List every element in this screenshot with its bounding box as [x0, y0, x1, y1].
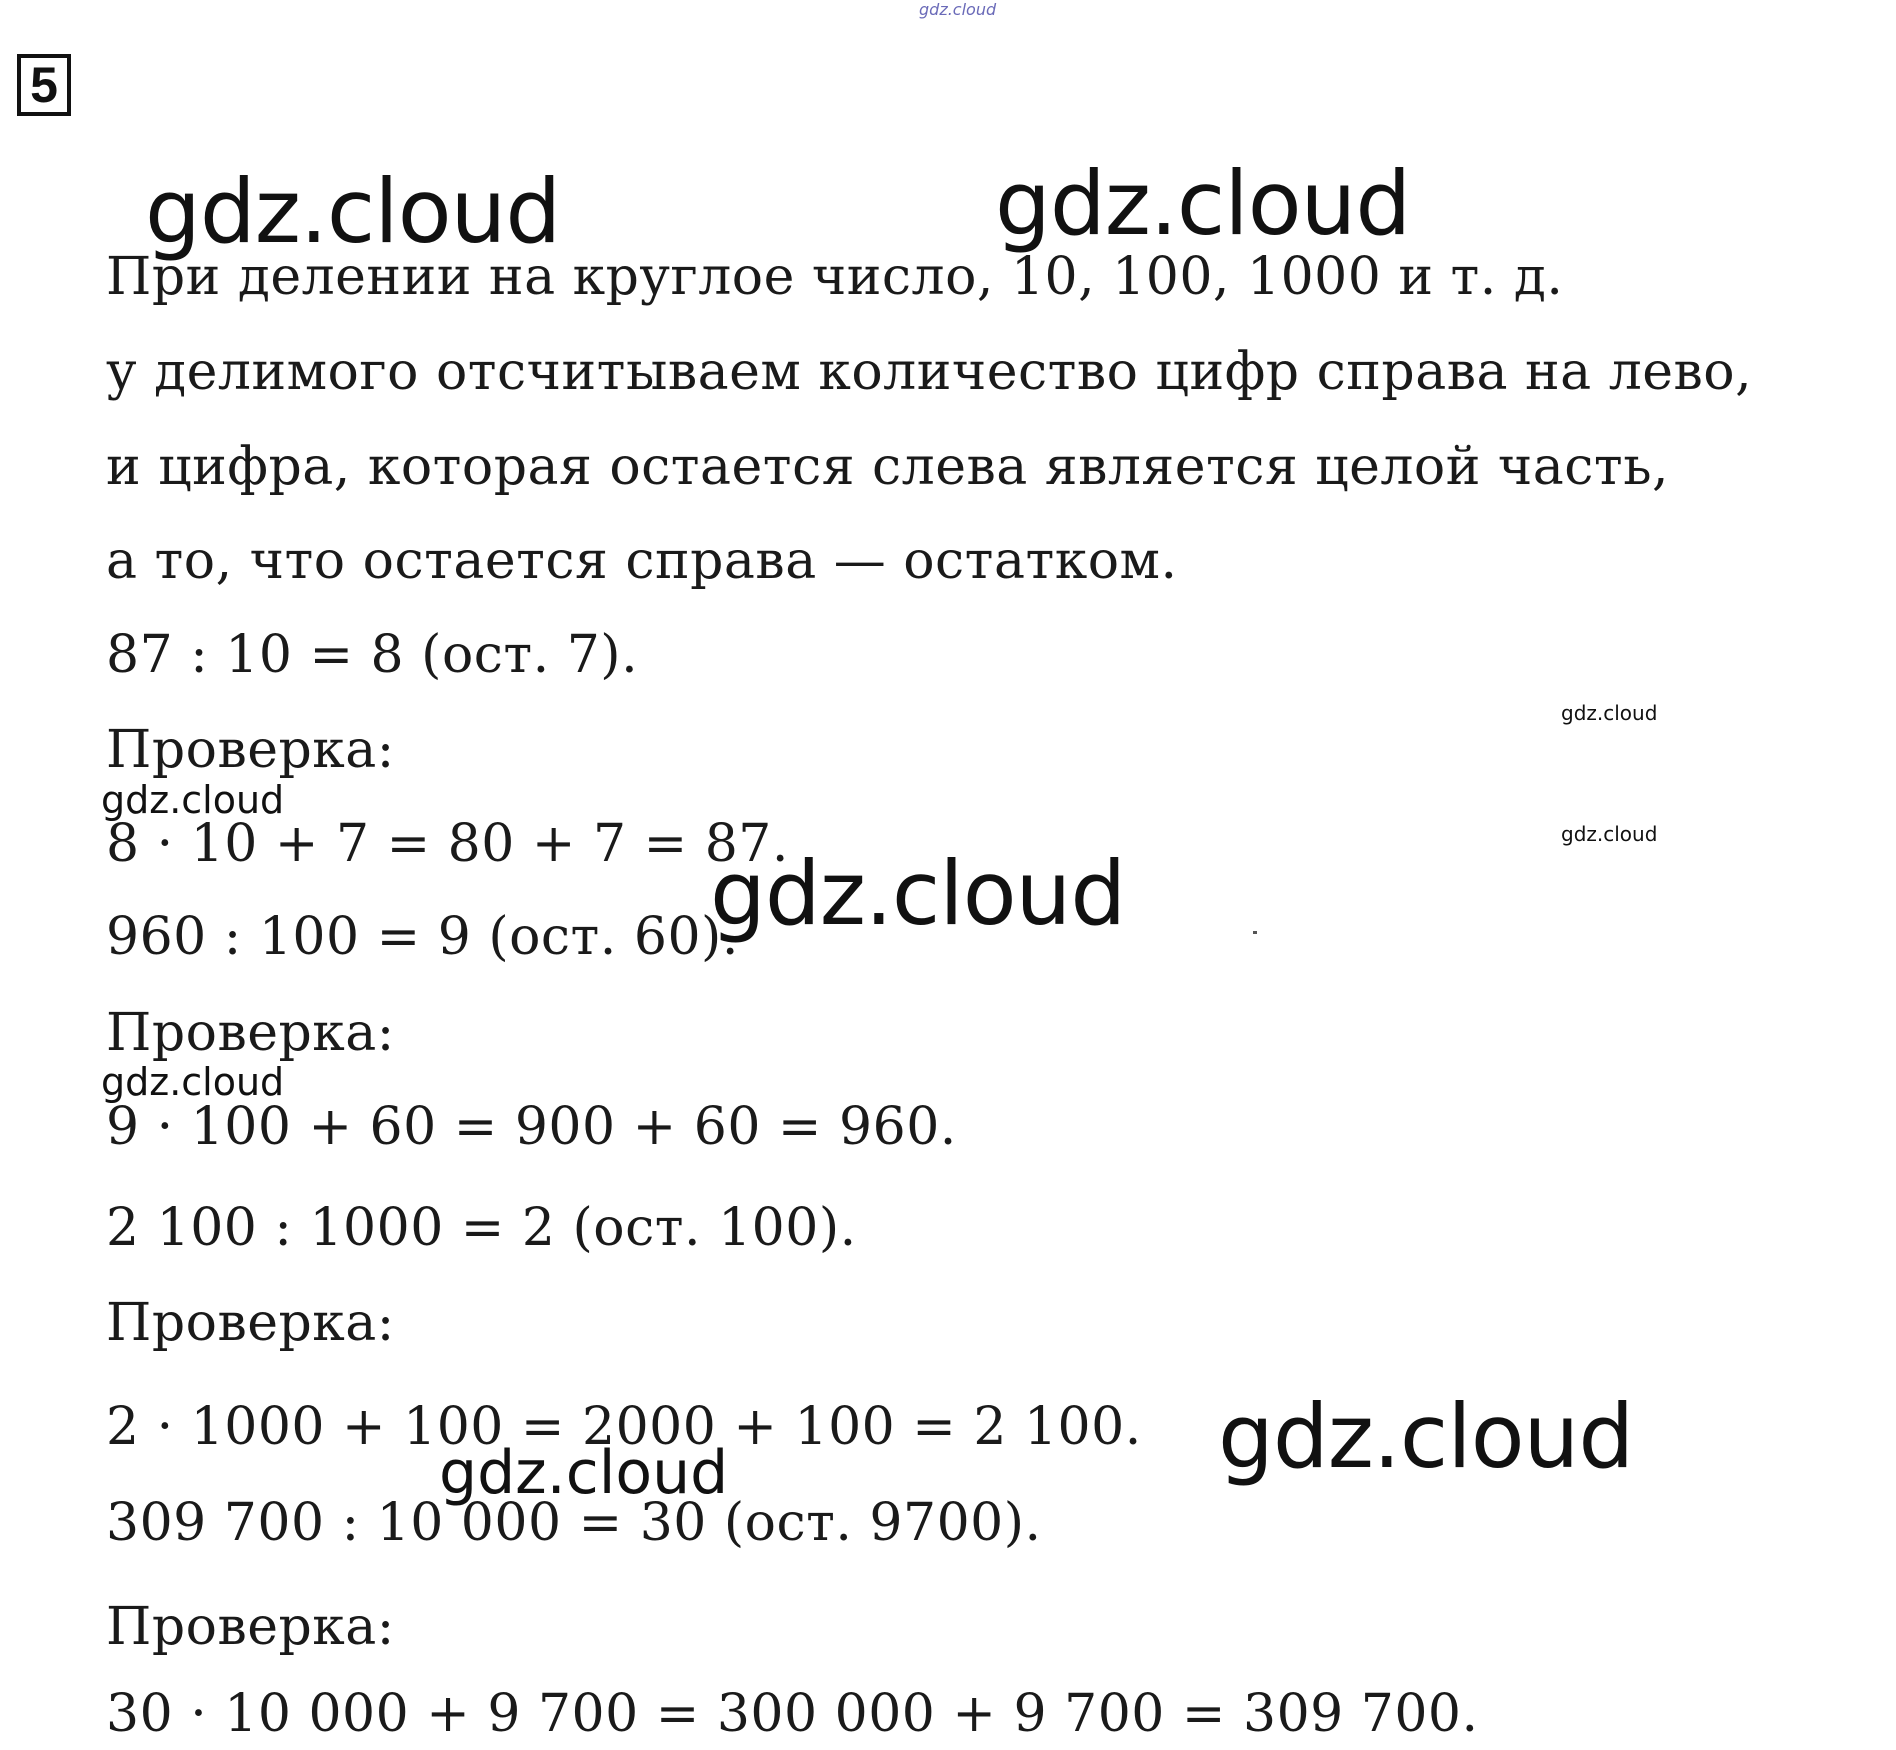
example-3-division: 2 100 : 1000 = 2 (ост. 100). — [106, 1198, 857, 1258]
example-3-check-label: Проверка: — [106, 1293, 395, 1353]
watermark-medium-1: gdz.cloud — [101, 778, 285, 822]
example-1-check-label: Проверка: — [106, 720, 395, 780]
watermark-small-2: gdz.cloud — [1561, 822, 1658, 846]
example-2-check-label: Проверка: — [106, 1003, 395, 1063]
watermark-large-4: gdz.cloud — [1218, 1385, 1634, 1488]
example-4-division: 309 700 : 10 000 = 30 (ост. 9700). — [106, 1493, 1042, 1553]
task-number-box: 5 — [17, 54, 71, 116]
watermark-top-tiny: gdz.cloud — [919, 0, 997, 19]
example-1-check: 8 · 10 + 7 = 80 + 7 = 87. — [106, 814, 789, 874]
intro-line-4: а то, что остается справа — остатком. — [106, 531, 1178, 591]
watermark-small-1: gdz.cloud — [1561, 701, 1658, 725]
example-4-check: 30 · 10 000 + 9 700 = 300 000 + 9 700 = 309 700. — [106, 1684, 1479, 1744]
example-1-division: 87 : 10 = 8 (ост. 7). — [106, 625, 639, 685]
watermark-medium-3: gdz.cloud — [439, 1438, 729, 1508]
watermark-large-3: gdz.cloud — [710, 842, 1126, 945]
watermark-large-2: gdz.cloud — [995, 152, 1411, 255]
watermark-medium-2: gdz.cloud — [101, 1060, 285, 1104]
stray-dot — [1253, 931, 1257, 934]
example-2-check: 9 · 100 + 60 = 900 + 60 = 960. — [106, 1097, 957, 1157]
intro-line-2: у делимого отсчитываем количество цифр справа на лево, — [106, 342, 1753, 402]
example-4-check-label: Проверка: — [106, 1597, 395, 1657]
intro-line-3: и цифра, которая остается слева является целой часть, — [106, 437, 1670, 497]
example-2-division: 960 : 100 = 9 (ост. 60). — [106, 907, 739, 967]
example-3-check: 2 · 1000 + 100 = 2000 + 100 = 2 100. — [106, 1397, 1142, 1457]
watermark-large-1: gdz.cloud — [145, 160, 561, 263]
intro-line-1: При делении на круглое число, 10, 100, 1000 и т. д. — [106, 247, 1564, 307]
